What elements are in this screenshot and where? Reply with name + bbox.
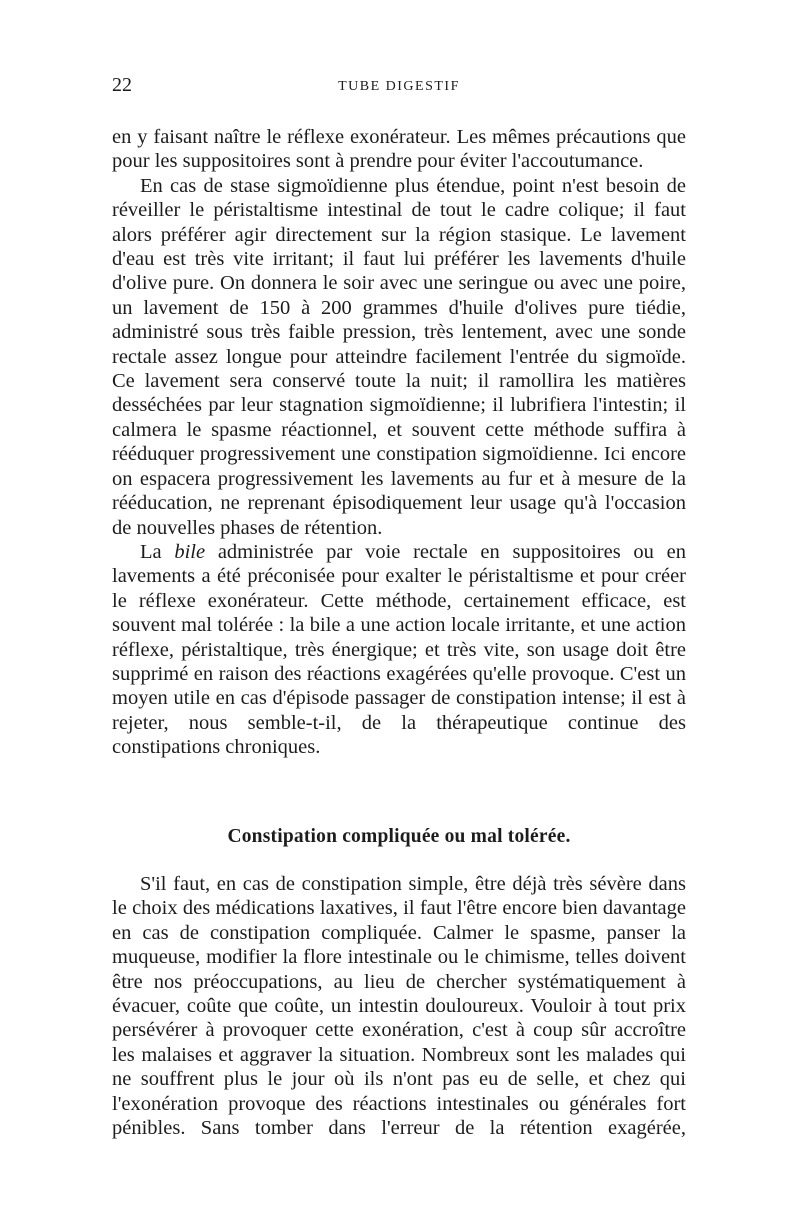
- body-text-upper: [112, 125, 686, 760]
- paragraph-bile-rest: administrée par voie rectale en suppositoires ou en lavements a été préconisée pour exalter le péristaltisme et pour créer le réflexe exonérateur. Cette méthode, certainement efficace, est souvent mal tolérée : la bile a une action locale irritante, et une action réflexe, péristaltique, très énergique; et très vite, son usage doit être supprimé en raison des réactions exagérées qu'elle provoque. C'est un moyen utile en cas d'épisode passager de constipation intense; il est à rejeter, nous semble-t-il, de la thérapeutique continue des constipations chroniques.: [112, 540, 686, 759]
- section-heading: Constipation compliquée ou mal tolérée.: [227, 826, 571, 847]
- page-number: 22: [112, 74, 132, 96]
- paragraph-complicated-constipation: S'il faut, en cas de constipation simple, être déjà très sévère dans le choix des médications laxatives, il faut l'être encore bien davantage en cas de constipation compliquée. Calmer le spasme, panser la muqueuse, modifier la flore intestinale ou le chimisme, telles doivent être nos préoccupations, au lieu de chercher systématiquement à évacuer, coûte que coûte, un intestin douloureux. Vouloir à tout prix persévérer à provoquer cette exonération, c'est à coup sûr accroître les malaises et aggraver la situation. Nombreux sont les malades qui ne souffrent plus le jour où ils n'ont pas eu de selle, et chez qui l'exonération provoque des réactions intestinales ou générales fort pénibles. Sans tomber dans l'erreur de la rétention exagérée,: [112, 873, 686, 1140]
- paragraph-bile: [112, 540, 686, 760]
- body-text-lower: [112, 872, 686, 1140]
- running-head: TUBE DIGESTIF: [338, 79, 460, 94]
- paragraph-sigmoid-stasis: En cas de stase sigmoïdienne plus étendue, point n'est besoin de réveiller le péristaltisme intestinal de tout le cadre colique; il faut alors préférer agir directement sur la région stasique. Le lavement d'eau est très vite irritant; il faut lui préférer les lavements d'huile d'olive pure. On donnera le soir avec une seringue ou avec une poire, un lavement de 150 à 200 grammes d'huile d'olives pure tiédie, administré sous très faible pression, très lentement, avec une sonde rectale assez longue pour atteindre facilement l'entrée du sigmoïde. Ce lavement sera conservé toute la nuit; il ramollira les matières desséchées par leur stagnation sigmoïdienne; il lubrifiera l'intestin; il calmera le spasme réactionnel, et souvent cette méthode suffira à rééduquer progressivement une constipation sigmoïdienne. Ici encore on espacera progressivement les lavements au fur et à mesure de la rééducation, ne reprenant épisodiquement leur usage qu'à l'occasion de nouvelles phases de rétention.: [112, 174, 686, 539]
- page-header: [112, 74, 686, 100]
- paragraph-continuation: en y faisant naître le réflexe exonérateur. Les mêmes précautions que pour les suppositoires sont à prendre pour éviter l'accoutumance.: [112, 126, 686, 173]
- paragraph-bile-start: La: [140, 540, 175, 563]
- emphasis-bile: bile: [174, 540, 206, 563]
